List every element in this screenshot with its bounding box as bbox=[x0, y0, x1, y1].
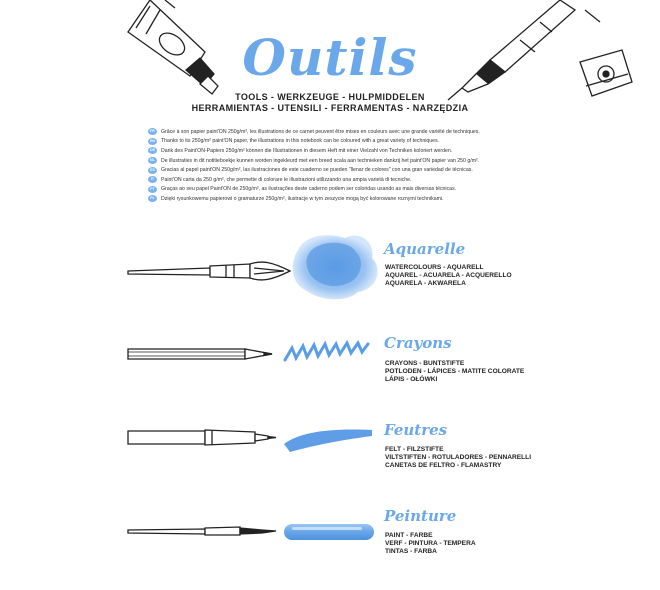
tool-name-line: TINTAS - FARBA bbox=[385, 548, 437, 556]
tool-name-line: FELT - FILZSTIFTE bbox=[385, 446, 444, 453]
intro-text: De illustraties in dit notitieboekje kunnen worden ingekleurd met een breed scala aan technieken dankzij het paint'ON papier van 250 g/m². bbox=[161, 157, 480, 164]
lang-badge: FR bbox=[148, 128, 157, 135]
tool-name-line: CRAYONS - BUNTSTIFTE bbox=[385, 360, 465, 367]
tool-names-peinture bbox=[385, 532, 476, 557]
tool-name-line: PAINT - FARBE bbox=[385, 532, 433, 539]
tool-title-crayons: Crayons bbox=[384, 334, 452, 352]
tool-name-line: WATERCOLOURS - AQUARELL bbox=[385, 264, 484, 271]
tool-title-peinture: Peinture bbox=[384, 507, 457, 525]
intro-item bbox=[148, 146, 528, 156]
marker-icon bbox=[128, 430, 276, 445]
tool-name-line: VILTSTIFTEN - ROTULADORES - PENNARELLI bbox=[385, 454, 532, 462]
pencil-icon bbox=[128, 349, 272, 359]
lang-badge: EN bbox=[148, 138, 157, 145]
lang-badge: PT bbox=[148, 186, 157, 193]
intro-item bbox=[148, 194, 528, 204]
tool-name-line: AQUARELA - AKWARELA bbox=[385, 280, 466, 288]
pencil-scribble bbox=[285, 343, 368, 360]
lang-badge: ES bbox=[148, 167, 157, 174]
tool-name-line: VERF - PINTURA - TEMPERA bbox=[385, 540, 476, 548]
intro-text: Paint'ON carta da 250 g/m², che permette di colorare le illustrazioni utilizzando una ampia varietà di tecniche. bbox=[161, 176, 412, 183]
intro-item bbox=[148, 156, 528, 166]
intro-item bbox=[148, 137, 528, 147]
intro-text: Graças ao seu papel Paint'ON de 250g/m², as ilustrações deste caderno podem ser coloridas usando as mais diversas técnicas. bbox=[161, 186, 457, 193]
watercolour-brush-icon bbox=[128, 262, 290, 280]
intro-item bbox=[148, 175, 528, 185]
marker-stroke bbox=[284, 430, 372, 452]
lang-badge: NL bbox=[148, 157, 157, 164]
intro-text: Dzięki rysunkowemu papierowi o gramaturze 250g/m², ilustracje w tym zeszycie mogą być kolorowane roznymi technikami. bbox=[161, 195, 444, 202]
tool-name-line: AQUAREL - ACUARELA - ACQUERELLO bbox=[385, 272, 512, 280]
lang-badge: PL bbox=[148, 195, 157, 202]
subtitle-line-2: HERRAMIENTAS - UTENSILI - FERRAMENTAS - NARZĘDZIA bbox=[191, 103, 469, 113]
lang-badge: IT bbox=[148, 176, 157, 183]
intro-item bbox=[148, 127, 528, 137]
watercolour-swatch bbox=[293, 235, 378, 299]
tool-title-feutres: Feutres bbox=[384, 421, 448, 439]
paint-stroke bbox=[284, 524, 374, 540]
paint-brush-icon bbox=[128, 527, 276, 535]
tool-name-line: POTLODEN - LÁPICES - MATITE COLORATE bbox=[385, 368, 525, 376]
subtitle-line-1: TOOLS - WERKZEUGE - HULPMIDDELEN bbox=[235, 92, 425, 102]
page-title: Outils bbox=[242, 28, 418, 87]
intro-text: Gracias al papel paint'ON 250g/m², las ilustraciones de este cuaderno se pueden "llenar de colores" con una gran variedad de técnicas. bbox=[161, 167, 473, 174]
tool-name-line: CANETAS DE FELTRO - FLAMASTRY bbox=[385, 462, 502, 470]
tool-title-aquarelle: Aquarelle bbox=[384, 240, 466, 258]
intro-item bbox=[148, 185, 528, 195]
tool-names-crayons bbox=[385, 360, 524, 385]
intro-item bbox=[148, 165, 528, 175]
intro-text: Thanks to its 250g/m² paint'ON paper, the illustrations in this notebook can be coloured with a great variety of techniques. bbox=[161, 138, 440, 145]
intro-text: Grâce à son papier paint'ON 250g/m², les illustrations de ce carnet peuvent être mises en couleurs avec une grande variété de techniques. bbox=[161, 128, 480, 135]
tool-name-line: LÁPIS - OŁÓWKI bbox=[385, 376, 438, 384]
lang-badge: DE bbox=[148, 147, 157, 154]
tool-names-aquarelle bbox=[385, 264, 512, 289]
intro-paragraph-list bbox=[148, 127, 528, 204]
intro-text: Dank des Paint'ON-Papiers 250g/m² können die Illustrationen in diesem Heft mit einer Vielzahl von Techniken koloriert werden. bbox=[161, 147, 453, 154]
tool-names-feutres bbox=[385, 446, 531, 471]
